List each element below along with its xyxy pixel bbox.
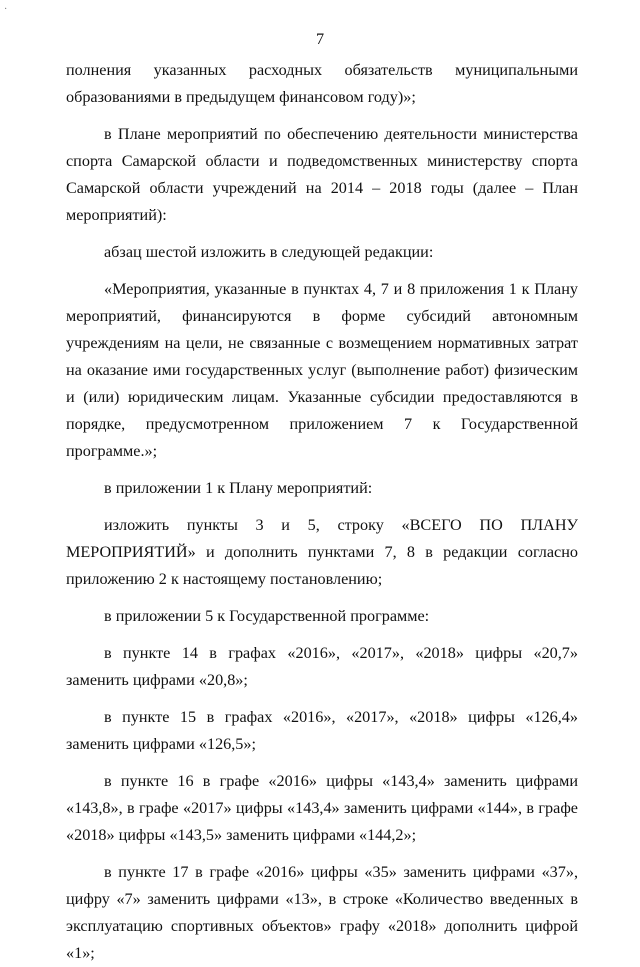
paragraph: «Мероприятия, указанные в пунктах 4, 7 и 8 приложения 1 к Плану мероприятий, финансируются в форме субсидий автономным учреждениям на цели, не связанные с возмещением нормативных затрат на оказание ими государственных услуг (выполнение работ) физическим и (или) юридическим лицам. Указанные субсидии предоставляются в порядке, предусмотренном приложением 7 к Государственной программе.»; xyxy=(66,280,578,460)
corner-mark: · xyxy=(4,4,8,15)
paragraph: в приложении 5 к Государственной программе: xyxy=(104,607,430,625)
paragraph: абзац шестой изложить в следующей редакции: xyxy=(104,243,434,261)
paragraph: в пункте 17 в графе «2016» цифры «35» заменить цифрами «37», цифру «7» заменить цифрами «13», в строке «Количество введенных в эксплуатацию спортивных объектов» графу «2018» дополнить цифрой «1»; xyxy=(66,863,578,962)
paragraph: изложить пункты 3 и 5, строку «ВСЕГО ПО ПЛАНУ МЕРОПРИЯТИЙ» и дополнить пунктами 7, 8 в редакции согласно приложению 2 к настоящему постановлению; xyxy=(66,516,578,588)
paragraph: в Плане мероприятий по обеспечению деятельности министерства спорта Самарской области и подведомственных министерству спорта Самарской области учреждений на 2014 – 2018 годы (далее – План мероприятий): xyxy=(66,125,578,224)
paragraph: в приложении 1 к Плану мероприятий: xyxy=(104,479,373,497)
page-number: 7 xyxy=(315,30,325,48)
paragraph: в пункте 15 в графах «2016», «2017», «2018» цифры «126,4» заменить цифрами «126,5»; xyxy=(66,708,578,753)
paragraph: в пункте 16 в графе «2016» цифры «143,4» заменить цифрами «143,8», в графе «2017» цифры «143,4» заменить цифрами «144», в графе «2018» цифры «143,5» заменить цифрами «144,2»; xyxy=(66,772,578,844)
paragraph: полнения указанных расходных обязательств муниципальными образованиями в предыдущем финансовом году)»; xyxy=(66,61,578,106)
paragraph: в пункте 14 в графах «2016», «2017», «2018» цифры «20,7» заменить цифрами «20,8»; xyxy=(66,644,578,689)
body-text xyxy=(66,57,578,967)
